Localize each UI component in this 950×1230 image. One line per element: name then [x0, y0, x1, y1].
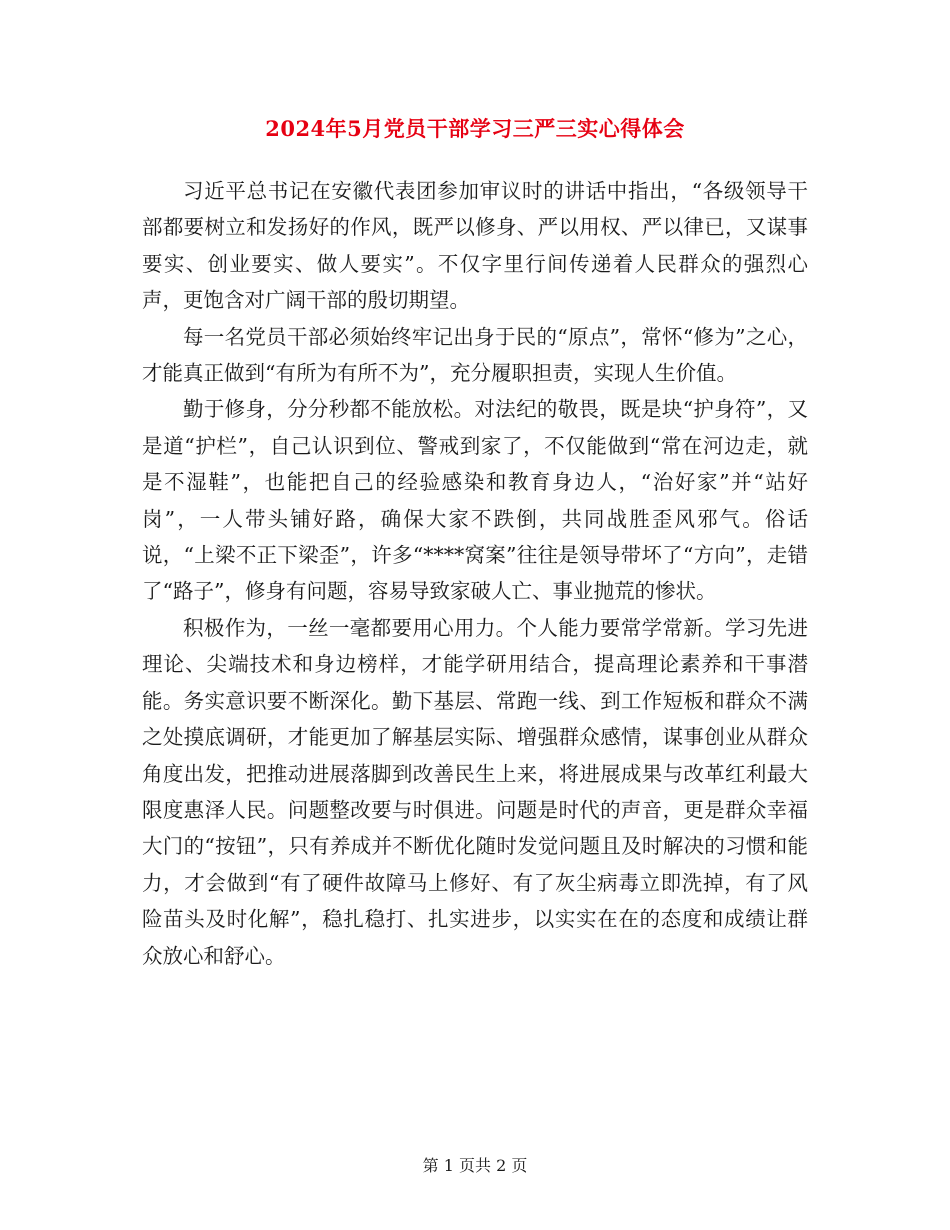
- document-title: 2024年5月党员干部学习三严三实心得体会: [265, 116, 685, 141]
- page-footer: 第 1 页共 2 页: [422, 1156, 528, 1175]
- document-body: [142, 173, 808, 974]
- paragraph-2: 每一名党员干部必须始终牢记出身于民的“原点”，常怀“修为”之心，才能真正做到“有所为有所不为”，充分履职担责，实现人生价值。: [142, 324, 808, 386]
- paragraph-4: 积极作为，一丝一毫都要用心用力。个人能力要常学常新。学习先进理论、尖端技术和身边榜样，才能学研用结合，提高理论素养和干事潜能。务实意识要不断深化。勤下基层、常跑一线、到工作短板和群众不满之处摸底调研，才能更加了解基层实际、增强群众感情，谋事创业从群众角度出发，把推动进展落脚到改善民生上来，将进展成果与改革红利最大限度惠泽人民。问题整改要与时俱进。问题是时代的声音，更是群众幸福大门的“按钮”，只有养成并不断优化随时发觉问题且及时解决的习惯和能力，才会做到“有了硬件故障马上修好、有了灰尘病毒立即洗掉，有了风险苗头及时化解”，稳扎稳打、扎实进步，以实实在在的态度和成绩让群众放心和舒心。: [142, 615, 808, 968]
- paragraph-3: 勤于修身，分分秒都不能放松。对法纪的敬畏，既是块“护身符”，又是道“护栏”，自己认识到位、警戒到家了，不仅能做到“常在河边走，就是不湿鞋”，也能把自己的经验感染和教育身边人，“治好家”并“站好岗”，一人带头铺好路，确保大家不跌倒，共同战胜歪风邪气。俗话说，“上梁不正下梁歪”，许多“****窝案”往往是领导带坏了“方向”，走错了“路子”，修身有问题，容易导致家破人亡、事业抛荒的惨状。: [142, 397, 808, 604]
- paragraph-1: 习近平总书记在安徽代表团参加审议时的讲话中指出，“各级领导干部都要树立和发扬好的作风，既严以修身、严以用权、严以律已，又谋事要实、创业要实、做人要实”。不仅字里行间传递着人民群众的强烈心声，更饱含对广阔干部的殷切期望。: [142, 179, 808, 313]
